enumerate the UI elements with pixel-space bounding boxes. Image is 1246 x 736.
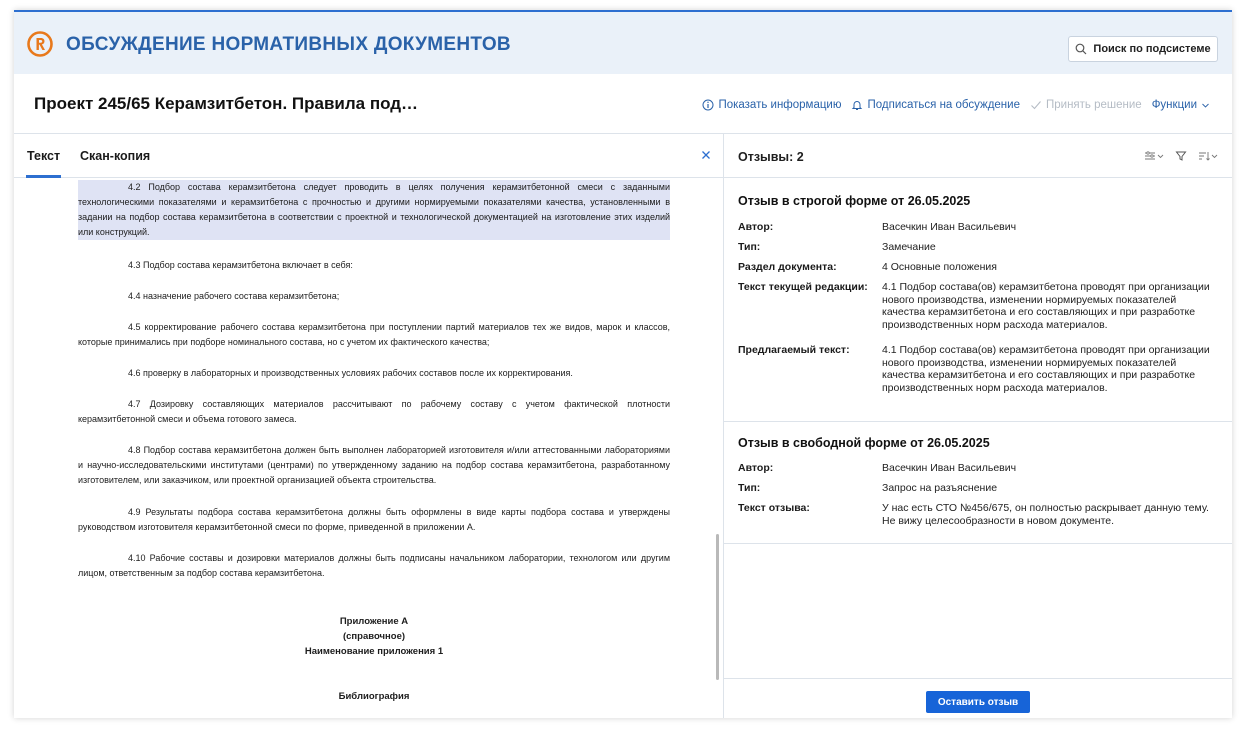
document-title: Проект 245/65 Керамзитбетон. Правила под… <box>34 94 419 113</box>
sort-icon[interactable] <box>1198 150 1218 162</box>
info-icon <box>702 99 714 111</box>
functions-menu[interactable] <box>1152 99 1210 111</box>
search-button-label: Поиск по подсистеме <box>1093 43 1211 55</box>
paragraph-4-9: 4.9 Результаты подбора состава керамзитбетона должны быть оформлены в виде карты подбора состава и утверждены руководством изготовителя керамзитбетонной смеси по форме, приведенной в приложении А. <box>78 507 670 532</box>
app-header <box>14 12 1232 74</box>
reviews-header <box>724 134 1232 178</box>
check-icon <box>1030 99 1042 111</box>
show-info-action[interactable] <box>702 99 841 111</box>
paragraph-4-3: 4.3 Подбор состава керамзитбетона включает в себя: <box>128 260 353 270</box>
document-text-panel <box>14 134 724 718</box>
close-icon[interactable] <box>699 148 713 162</box>
reviews-panel <box>724 134 1232 718</box>
appendix-title: Приложение А <box>339 616 409 627</box>
subscribe-label: Подписаться на обсуждение <box>867 99 1020 111</box>
bibliography-heading: Библиография <box>338 691 410 702</box>
document-tabs <box>14 134 723 178</box>
document-actions <box>702 99 1210 111</box>
reviews-toolbar <box>1144 150 1218 162</box>
paragraph-4-2: 4.2 Подбор состава керамзитбетона следует проводить в целях получения керамзитбетонной смеси с заданными технологическими показателями и керамзитбетона с прочностью и другими нормируемыми показателями качества, установленными в задании на подбор состава керамзитбетона в соответствии с проектной и технологической документацией на изготовление этих изделий или конструкций. <box>78 180 670 240</box>
paragraph-4-7: 4.7 Дозировку составляющих материалов рассчитывают по рабочему составу с учетом фактической плотности керамзитбетонной смеси и объема готового замеса. <box>78 399 670 424</box>
reviews-footer <box>724 678 1232 718</box>
leave-review-button[interactable]: Оставить отзыв <box>926 691 1030 713</box>
functions-label: Функции <box>1151 99 1197 111</box>
paragraph-4-5: 4.5 корректирование рабочего состава керамзитбетона при поступлении партий материалов тех же видов, марок и классов, которые принимались при подборе номинального состава, но с учетом их фактического качества; <box>78 322 670 347</box>
paragraph-4-10: 4.10 Рабочие составы и дозировки материалов должны быть подписаны начальником лаборатории, технологом или другим лицом, ответственным за подбор состава керамзитбетона. <box>78 553 670 578</box>
review-title: Отзыв в строгой форме от 26.05.2025 <box>738 194 971 208</box>
document-text <box>14 178 720 718</box>
review-card-strict: Отзыв в строгой форме от 26.05.2025 Автор: Васечкин Иван Васильевич Тип: Замечание Раздел документа: 4 Основные положения Текст текущей редакции: 4.1 Подбор состава(ов) керамзитбетона проводят при организации нового производства, изменении нормируемых показателей качества керамзитбетона и его составляющих и при разработке производственных норм расхода материалов. Предлагаемый текст: 4.1 Подбор состава(ов) керамзитбетона проводят при организации нового производства, изменении нормируемых показателей качества керамзитбетона и его составляющих и при разработке производственных норм расхода материалов. <box>724 178 1232 422</box>
bell-icon <box>851 99 863 111</box>
reviews-count: Отзывы: 2 <box>738 150 804 164</box>
review-title: Отзыв в свободной форме от 26.05.2025 <box>738 436 990 450</box>
tab-scan-copy[interactable]: Скан-копия <box>80 149 151 163</box>
paragraph-4-6: 4.6 проверку в лабораторных и производственных условиях рабочих составов после их корректирования. <box>128 368 573 378</box>
app-title: ОБСУЖДЕНИЕ НОРМАТИВНЫХ ДОКУМЕНТОВ <box>66 34 511 55</box>
search-icon <box>1075 43 1087 55</box>
review-card-free: Отзыв в свободной форме от 26.05.2025 Автор: Васечкин Иван Васильевич Тип: Запрос на разъяснение Текст отзыва: У нас есть СТО №456/675, он полностью раскрывает данную тему. Не вижу целесообразности в новом документе. <box>724 422 1232 544</box>
paragraph-4-8: 4.8 Подбор состава керамзитбетона должен быть выполнен лабораторией изготовителя и/или аттестованными лабораториями и научно-исследовательскими институтами (центрами) по утвержденному заданию на подбор состава керамзитбетона, разработанному изготовителем, или заказчиком, или проектной организацией объекта строительства. <box>78 445 670 485</box>
tab-text[interactable]: Текст <box>27 149 61 163</box>
show-info-label: Показать информацию <box>718 99 842 111</box>
accept-decision-label: Принять решение <box>1045 99 1142 111</box>
appendix-subtitle: (справочное) <box>342 631 406 642</box>
subscribe-action[interactable] <box>851 99 1020 111</box>
document-scrollbar[interactable] <box>716 534 719 680</box>
chevron-down-icon <box>1201 101 1210 110</box>
app-window <box>14 10 1232 718</box>
settings-sliders-icon[interactable] <box>1144 150 1164 162</box>
subsystem-search-button[interactable] <box>1068 36 1218 62</box>
appendix-name: Наименование приложения 1 <box>304 646 444 657</box>
registered-logo-icon <box>26 30 54 58</box>
accept-decision-action[interactable] <box>1030 99 1142 111</box>
filter-icon[interactable] <box>1174 150 1188 162</box>
paragraph-4-4: 4.4 назначение рабочего состава керамзитбетона; <box>128 291 340 301</box>
document-header <box>14 74 1232 134</box>
